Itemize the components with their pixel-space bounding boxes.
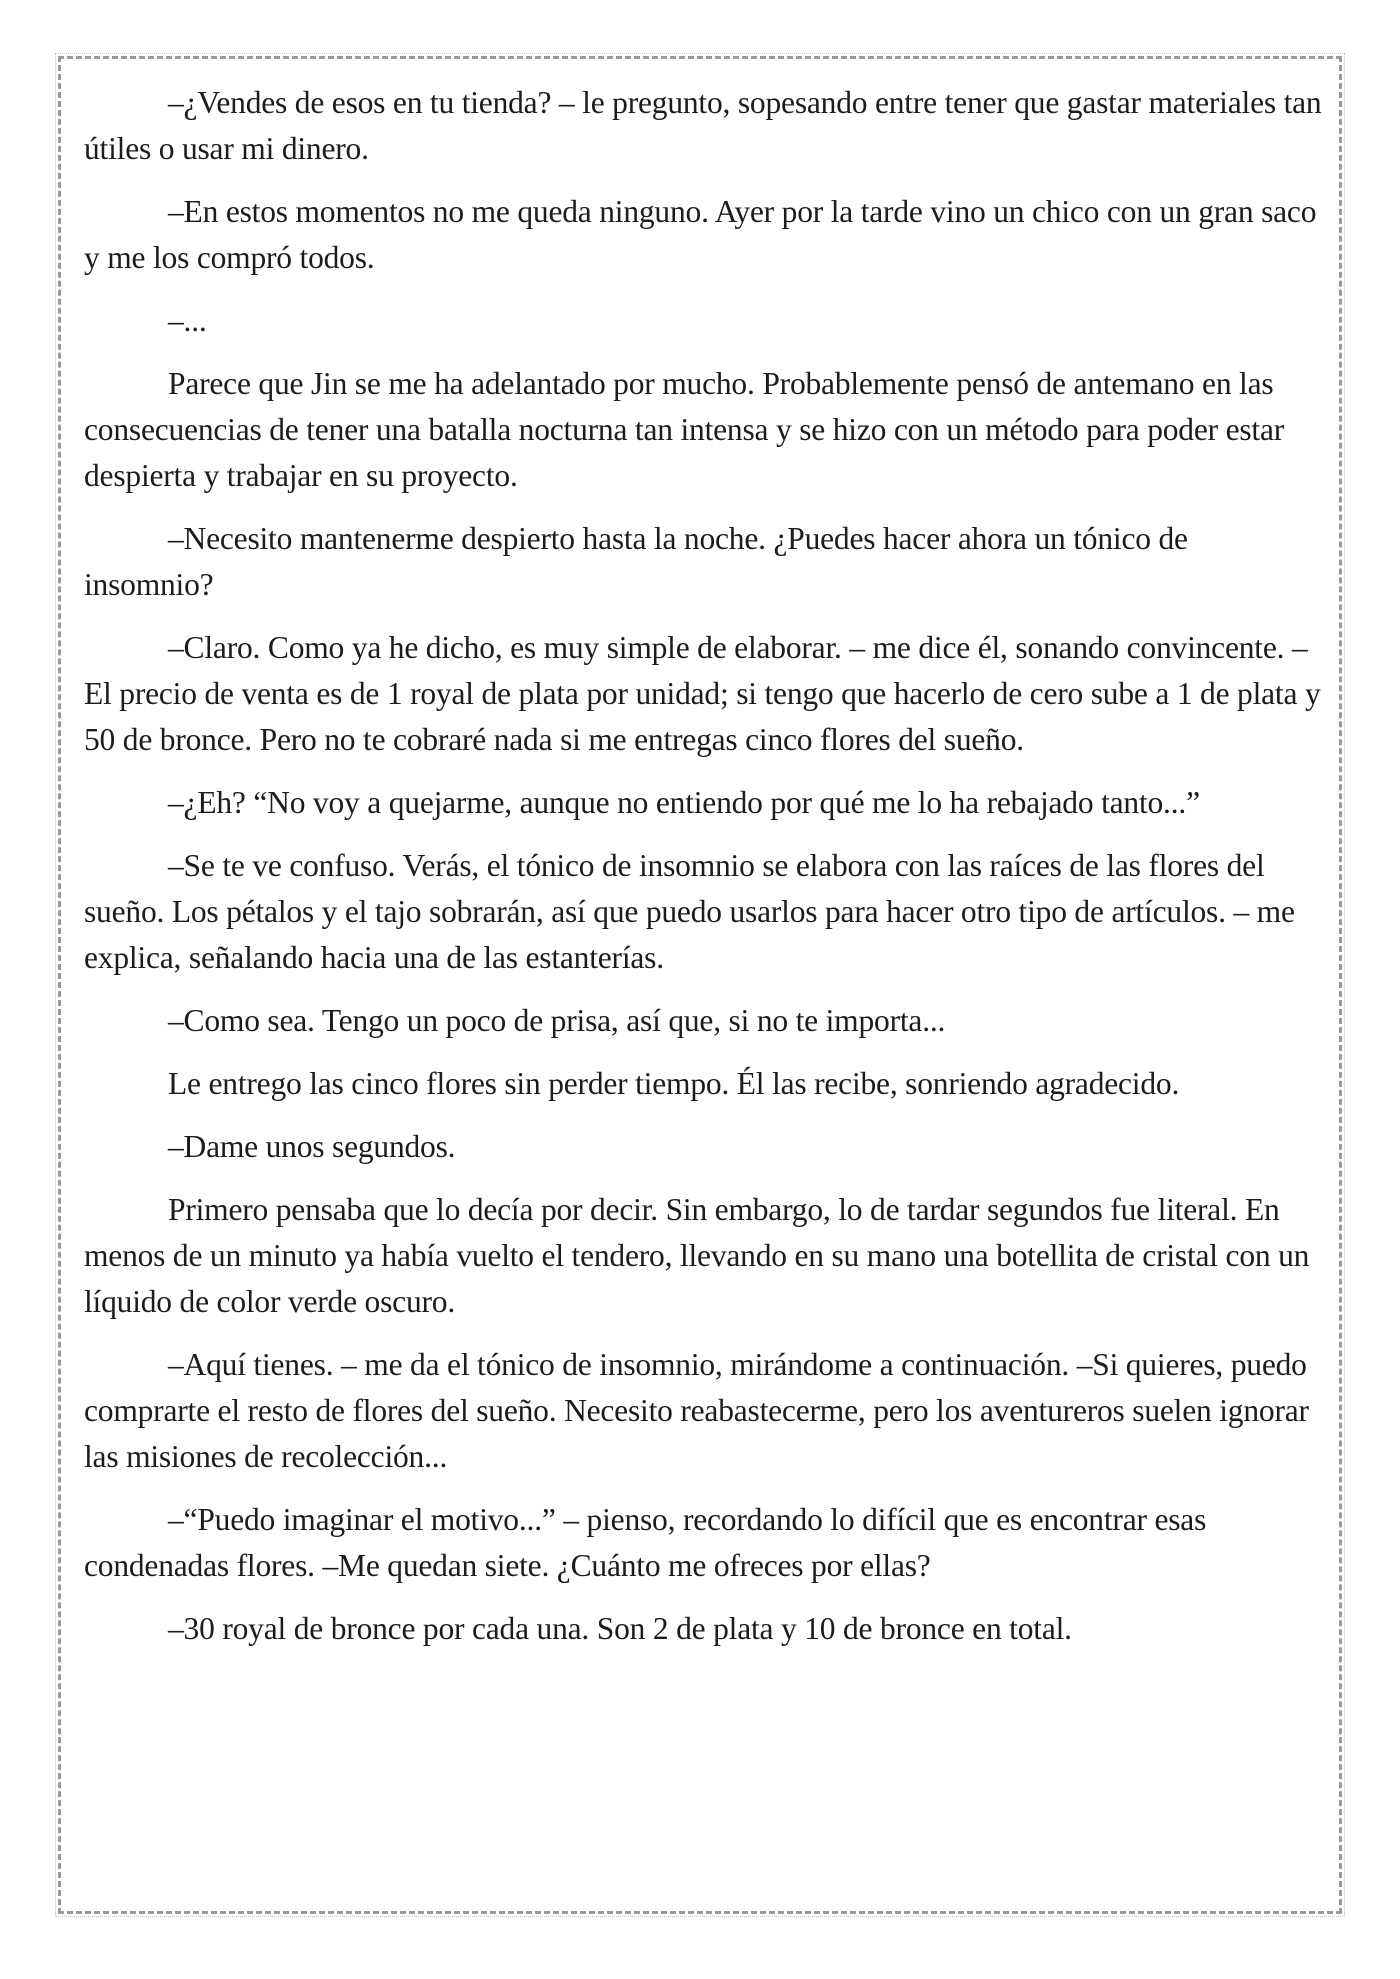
paragraph: Primero pensaba que lo decía por decir. Sin embargo, lo de tardar segundos fue literal. En menos de un minuto ya había vuelto el tendero, llevando en su mano una botellita de cristal con un líquido de color verde oscuro. xyxy=(84,1192,1310,1319)
paragraph: –¿Eh? “No voy a quejarme, aunque no entiendo por qué me lo ha rebajado tanto...” xyxy=(168,785,1200,820)
paragraph: –... xyxy=(168,303,207,338)
paragraph: –En estos momentos no me queda ninguno. Ayer por la tarde vino un chico con un gran saco y me los compró todos. xyxy=(84,194,1317,275)
paragraph: Parece que Jin se me ha adelantado por mucho. Probablemente pensó de antemano en las consecuencias de tener una batalla nocturna tan intensa y se hizo con un método para poder estar despierta y trabajar en su proyecto. xyxy=(84,366,1285,493)
paragraph: –Se te ve confuso. Verás, el tónico de insomnio se elabora con las raíces de las flores del sueño. Los pétalos y el tajo sobrarán, así que puedo usarlos para hacer otro tipo de artículos. – me explica, señalando hacia una de las estanterías. xyxy=(84,848,1295,975)
paragraph: –Aquí tienes. – me da el tónico de insomnio, mirándome a continuación. –Si quieres, puedo comprarte el resto de flores del sueño. Necesito reabastecerme, pero los aventureros suelen ignorar las misiones de recolección... xyxy=(84,1347,1309,1474)
paragraph: –¿Vendes de esos en tu tienda? – le pregunto, sopesando entre tener que gastar materiales tan útiles o usar mi dinero. xyxy=(84,85,1322,166)
paragraph: Le entrego las cinco flores sin perder tiempo. Él las recibe, sonriendo agradecido. xyxy=(168,1066,1180,1101)
paragraph: –Necesito mantenerme despierto hasta la noche. ¿Puedes hacer ahora un tónico de insomnio? xyxy=(84,521,1188,602)
paragraph: –30 royal de bronce por cada una. Son 2 de plata y 10 de bronce en total. xyxy=(168,1611,1072,1646)
paragraph: –Como sea. Tengo un poco de prisa, así que, si no te importa... xyxy=(168,1003,946,1038)
paragraph: –Dame unos segundos. xyxy=(168,1129,456,1164)
paragraph: –Claro. Como ya he dicho, es muy simple de elaborar. – me dice él, sonando convincente. –El precio de venta es de 1 royal de plata por unidad; si tengo que hacerlo de cero sube a 1 de plata y 50 de bronce. Pero no te cobraré nada si me entregas cinco flores del sueño. xyxy=(84,630,1321,757)
paragraph: –“Puedo imaginar el motivo...” – pienso, recordando lo difícil que es encontrar esas condenadas flores. –Me quedan siete. ¿Cuánto me ofreces por ellas? xyxy=(84,1502,1207,1583)
document-body xyxy=(84,80,1324,1669)
